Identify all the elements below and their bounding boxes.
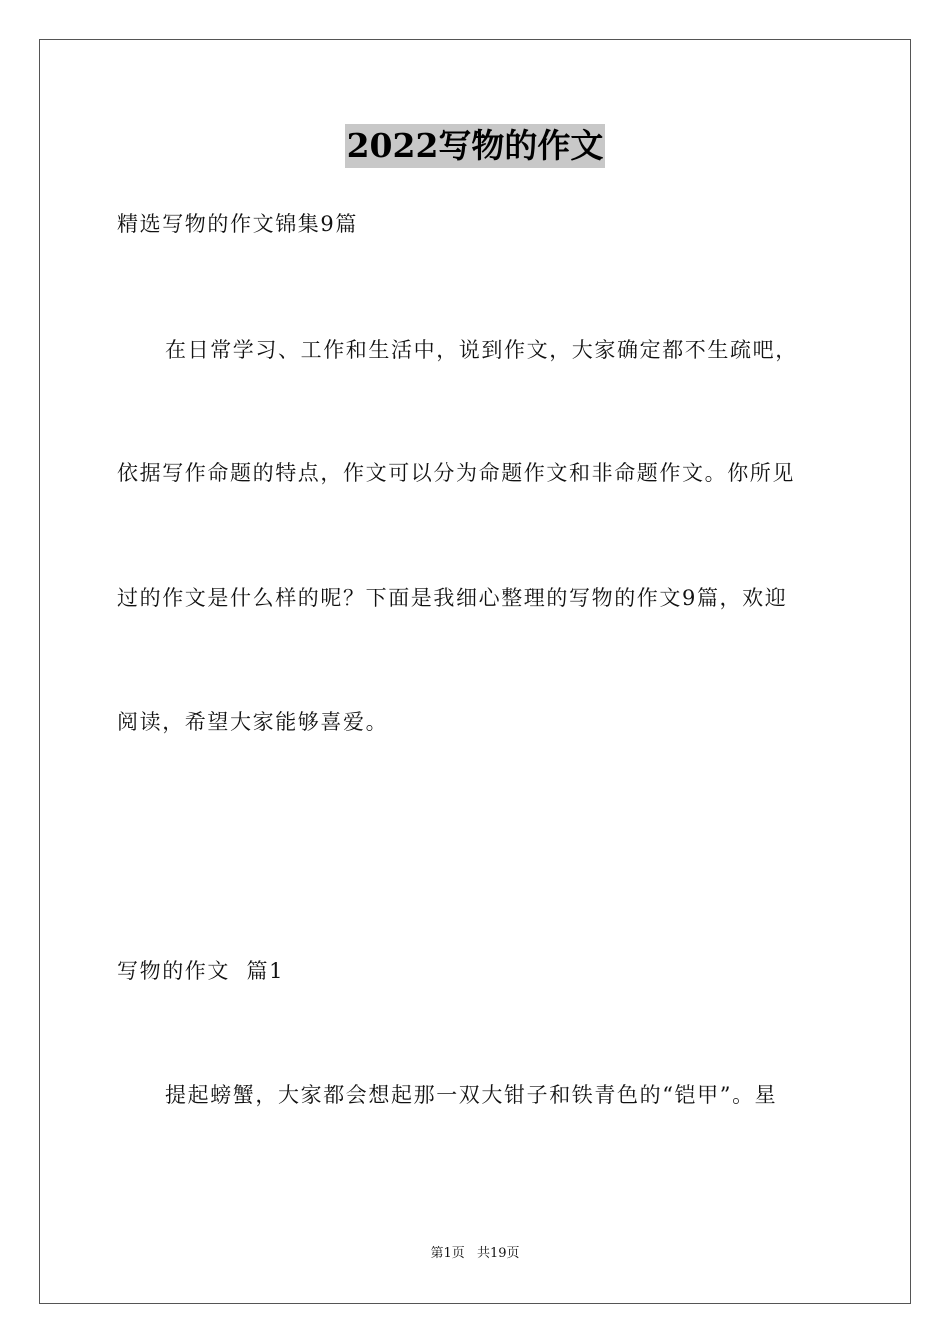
intro-line-3: 过的作文是什么样的呢？下面是我细心整理的写物的作文9篇，欢迎 [117, 586, 788, 610]
page-number: 第1页 [430, 1246, 465, 1261]
page-footer [0, 1245, 950, 1263]
section-paragraph-line-1: 提起螃蟹，大家都会想起那一双大钳子和铁青色的“铠甲”。星 [165, 1083, 778, 1107]
intro-line-2: 依据写作命题的特点，作文可以分为命题作文和非命题作文。你所见 [117, 461, 795, 485]
intro-line-1: 在日常学习、工作和生活中，说到作文，大家确定都不生疏吧， [165, 338, 798, 362]
title-container [0, 124, 950, 168]
intro-line-4: 阅读，希望大家能够喜爱。 [117, 710, 389, 734]
section-heading: 写物的作文 篇1 [117, 959, 285, 983]
document-subtitle: 精选写物的作文锦集9篇 [117, 212, 358, 236]
total-pages: 共19页 [476, 1246, 520, 1261]
document-title: 2022写物的作文 [345, 124, 606, 168]
